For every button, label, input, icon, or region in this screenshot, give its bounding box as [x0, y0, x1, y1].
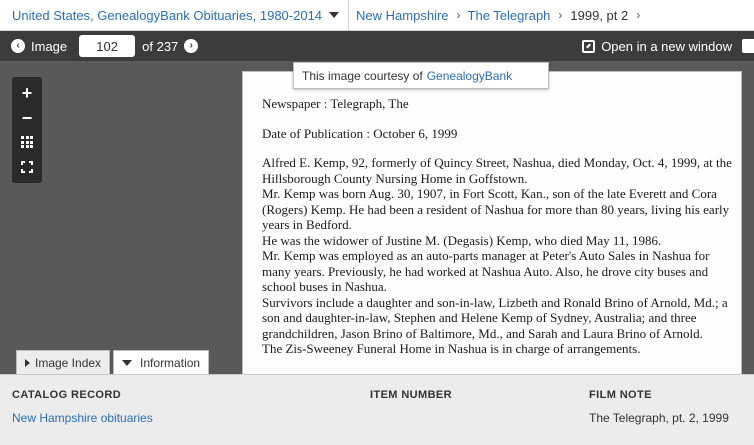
breadcrumb: [0, 0, 754, 31]
catalog-record-link[interactable]: New Hampshire obituaries: [12, 411, 153, 425]
open-new-window-label: Open in a new window: [601, 38, 732, 54]
zoom-controls: [12, 77, 42, 183]
print-icon[interactable]: [742, 39, 754, 53]
obituary-paragraph: Survivors include a daughter and son-in-law, Lizbeth and Ronald Brino of Arnold, Md.; a son and daughter-in-law, Stephen and Helene Kemp of Sydney, Australia; and three grandchildren, Jason Brino of Baltimore, Md., and Sarah and Laura Brino of Arnold.: [262, 294, 728, 341]
viewer-tabs: [16, 350, 209, 374]
zoom-out-button[interactable]: [16, 107, 38, 129]
open-new-window-button[interactable]: [582, 31, 732, 61]
obituary-paragraph: Alfred E. Kemp, 92, formerly of Quincy Street, Nashua, died Monday, Oct. 4, 1999, at the Hillsborough County Nursing Home in Goffstown.: [262, 155, 732, 186]
divider: [348, 0, 349, 30]
newspaper-line: Newspaper : Telegraph, The: [262, 96, 409, 111]
film-note-label: FILM NOTE: [589, 389, 652, 401]
external-window-icon: [582, 40, 595, 53]
chevron-right-icon: ›: [558, 8, 563, 22]
tab-image-index[interactable]: [16, 350, 110, 374]
image-count: of 237: [142, 38, 179, 54]
item-number-label: ITEM NUMBER: [370, 389, 453, 401]
tab-information[interactable]: [113, 350, 209, 374]
plus-icon: +: [21, 83, 33, 104]
collection-dropdown[interactable]: [0, 0, 339, 30]
breadcrumb-issue: 1999, pt 2: [570, 7, 629, 23]
courtesy-source-link[interactable]: GenealogyBank: [426, 68, 513, 83]
collection-link[interactable]: United States, GenealogyBank Obituaries, 1980-2014: [12, 7, 323, 23]
caret-down-icon: [122, 360, 132, 366]
next-image-button[interactable]: [184, 39, 198, 53]
document-image: [242, 68, 742, 374]
fullscreen-icon: [21, 161, 33, 173]
obituary-paragraph: He was the widower of Justine M. (Degasis) Kemp, who died May 11, 1986.: [262, 232, 662, 248]
tab-information-label: Information: [140, 355, 201, 370]
image-toolbar: [0, 31, 754, 61]
tab-image-index-label: Image Index: [35, 355, 102, 370]
breadcrumb-state-link[interactable]: New Hampshire: [356, 7, 449, 23]
catalog-record-label: CATALOG RECORD: [12, 389, 122, 401]
obituary-paragraph: The Zis-Sweeney Funeral Home in Nashua is in charge of arrangements.: [262, 341, 641, 356]
caret-right-icon: [25, 359, 30, 367]
previous-image-button[interactable]: [11, 39, 67, 54]
chevron-right-icon[interactable]: ›: [636, 8, 641, 22]
publication-date-line: Date of Publication : October 6, 1999: [262, 125, 458, 141]
film-note-value: The Telegraph, pt. 2, 1999: [589, 411, 729, 425]
chevron-right-icon[interactable]: ›: [184, 39, 198, 53]
obituary-paragraph: Mr. Kemp was employed as an auto-parts manager at Peter's Auto Sales in Nashua for many years. Previously, he had worked at Nashua Auto. Also, he drove city buses and school buses in Nashua.: [262, 248, 710, 294]
minus-icon: −: [21, 107, 33, 128]
chevron-right-icon: ›: [456, 8, 461, 22]
breadcrumb-newspaper-link[interactable]: The Telegraph: [467, 7, 551, 23]
zoom-in-button[interactable]: [16, 82, 38, 104]
fullscreen-button[interactable]: [16, 156, 38, 178]
image-number-input[interactable]: [79, 35, 135, 57]
obituary-text: [262, 155, 733, 357]
grid-icon: [21, 136, 33, 148]
image-courtesy-tooltip: [293, 62, 549, 89]
grid-view-button[interactable]: [16, 131, 38, 153]
image-label: Image: [31, 38, 68, 54]
obituary-paragraph: Mr. Kemp was born Aug. 30, 1907, in Fort Scott, Kan., son of the late Everett and Cora (Rogers) Kemp. He had been a resident of Nashua for more than 80 years, living his early years in Bedford.: [262, 186, 730, 232]
information-panel: [0, 374, 754, 445]
chevron-down-icon[interactable]: [329, 12, 339, 18]
image-viewer[interactable]: [0, 61, 754, 374]
courtesy-prefix: This image courtesy of: [302, 68, 423, 83]
chevron-left-icon[interactable]: ‹: [11, 39, 25, 53]
